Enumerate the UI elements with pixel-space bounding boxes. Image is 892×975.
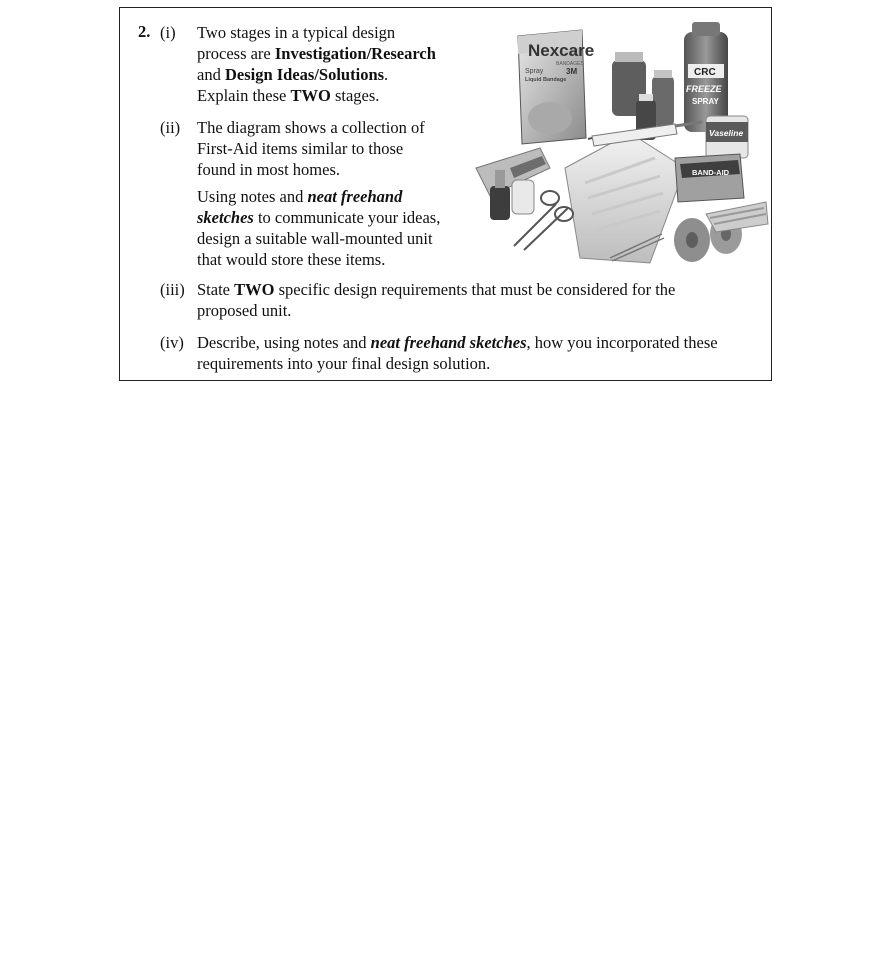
nexcare-spray-label: Spray (525, 68, 544, 75)
text-segment: and (197, 65, 225, 84)
part-i (160, 22, 176, 43)
text-segment: stages. (330, 86, 380, 105)
text-segment: process are (197, 44, 275, 63)
nexcare-box (518, 30, 594, 144)
freeze-label: FREEZE (686, 84, 722, 94)
question-line (197, 300, 675, 321)
question-line (197, 85, 436, 106)
bold-italic-segment: sketches (197, 208, 254, 227)
text-segment: requirements into your final design solution. (197, 354, 491, 373)
part-ii (160, 117, 180, 138)
part-i-text (197, 22, 436, 106)
first-aid-items-photo (470, 18, 770, 268)
question-line (197, 332, 718, 353)
question-line (197, 117, 440, 138)
brand-3m-label: 3M (566, 67, 578, 76)
question-line (197, 279, 675, 300)
part-ii-text (197, 117, 440, 270)
text-segment: , how you incorporated these (526, 333, 718, 352)
part-label: (i) (160, 23, 176, 42)
question-box (119, 7, 772, 381)
text-segment: . (384, 65, 389, 84)
question-line (197, 207, 440, 228)
bandage-rolls (674, 202, 768, 262)
text-segment: design a suitable wall-mounted unit (197, 229, 433, 248)
text-segment: Two stages in a typical design (197, 23, 396, 42)
bold-italic-segment: neat freehand (307, 187, 403, 206)
question-line (197, 22, 436, 43)
question-line (197, 353, 718, 374)
question-line (197, 228, 440, 249)
part-iii (160, 279, 185, 300)
bold-segment: Investigation/Research (274, 44, 436, 63)
part-label: (iv) (160, 333, 184, 352)
question-line (197, 43, 436, 64)
spray-label: SPRAY (692, 97, 719, 106)
text-segment: to communicate your ideas, (253, 208, 441, 227)
question-line (197, 186, 440, 207)
text-segment: proposed unit. (197, 301, 292, 320)
bandaid-label: BAND-AID (692, 168, 730, 177)
text-segment: Describe, using notes and (197, 333, 371, 352)
part-iv (160, 332, 184, 353)
part-label: (ii) (160, 118, 181, 137)
text-segment: First-Aid items similar to those (197, 139, 404, 158)
text-segment: specific design requirements that must be considered for the (274, 280, 676, 299)
nexcare-sub-label: BANDAGES (556, 61, 584, 67)
bold-italic-segment: neat freehand sketches (370, 333, 527, 352)
nexcare-liquid-label: Liquid Bandage (525, 77, 567, 83)
part-iii-text (197, 279, 675, 321)
vaseline-label: Vaseline (709, 128, 744, 138)
text-segment: The diagram shows a collection of (197, 118, 425, 137)
text-segment: that would store these items. (197, 250, 386, 269)
bold-segment: TWO (234, 280, 275, 299)
question-line (197, 138, 440, 159)
question-line (197, 64, 436, 85)
vaseline-tub (706, 116, 748, 158)
part-label: (iii) (160, 280, 185, 299)
question-number: 2. (138, 22, 151, 41)
nexcare-label: Nexcare (528, 41, 595, 60)
bold-segment: Design Ideas/Solutions (224, 65, 385, 84)
crc-label: CRC (694, 67, 716, 78)
bandaid-box (675, 154, 744, 202)
part-iv-text (197, 332, 718, 374)
text-segment: found in most homes. (197, 160, 340, 179)
text-segment: State (197, 280, 235, 299)
question-line (197, 159, 440, 180)
text-segment: Using notes and (197, 187, 308, 206)
question-line (197, 249, 440, 270)
ice-pack (565, 133, 685, 263)
text-segment: Explain these (197, 86, 291, 105)
bold-segment: TWO (290, 86, 331, 105)
